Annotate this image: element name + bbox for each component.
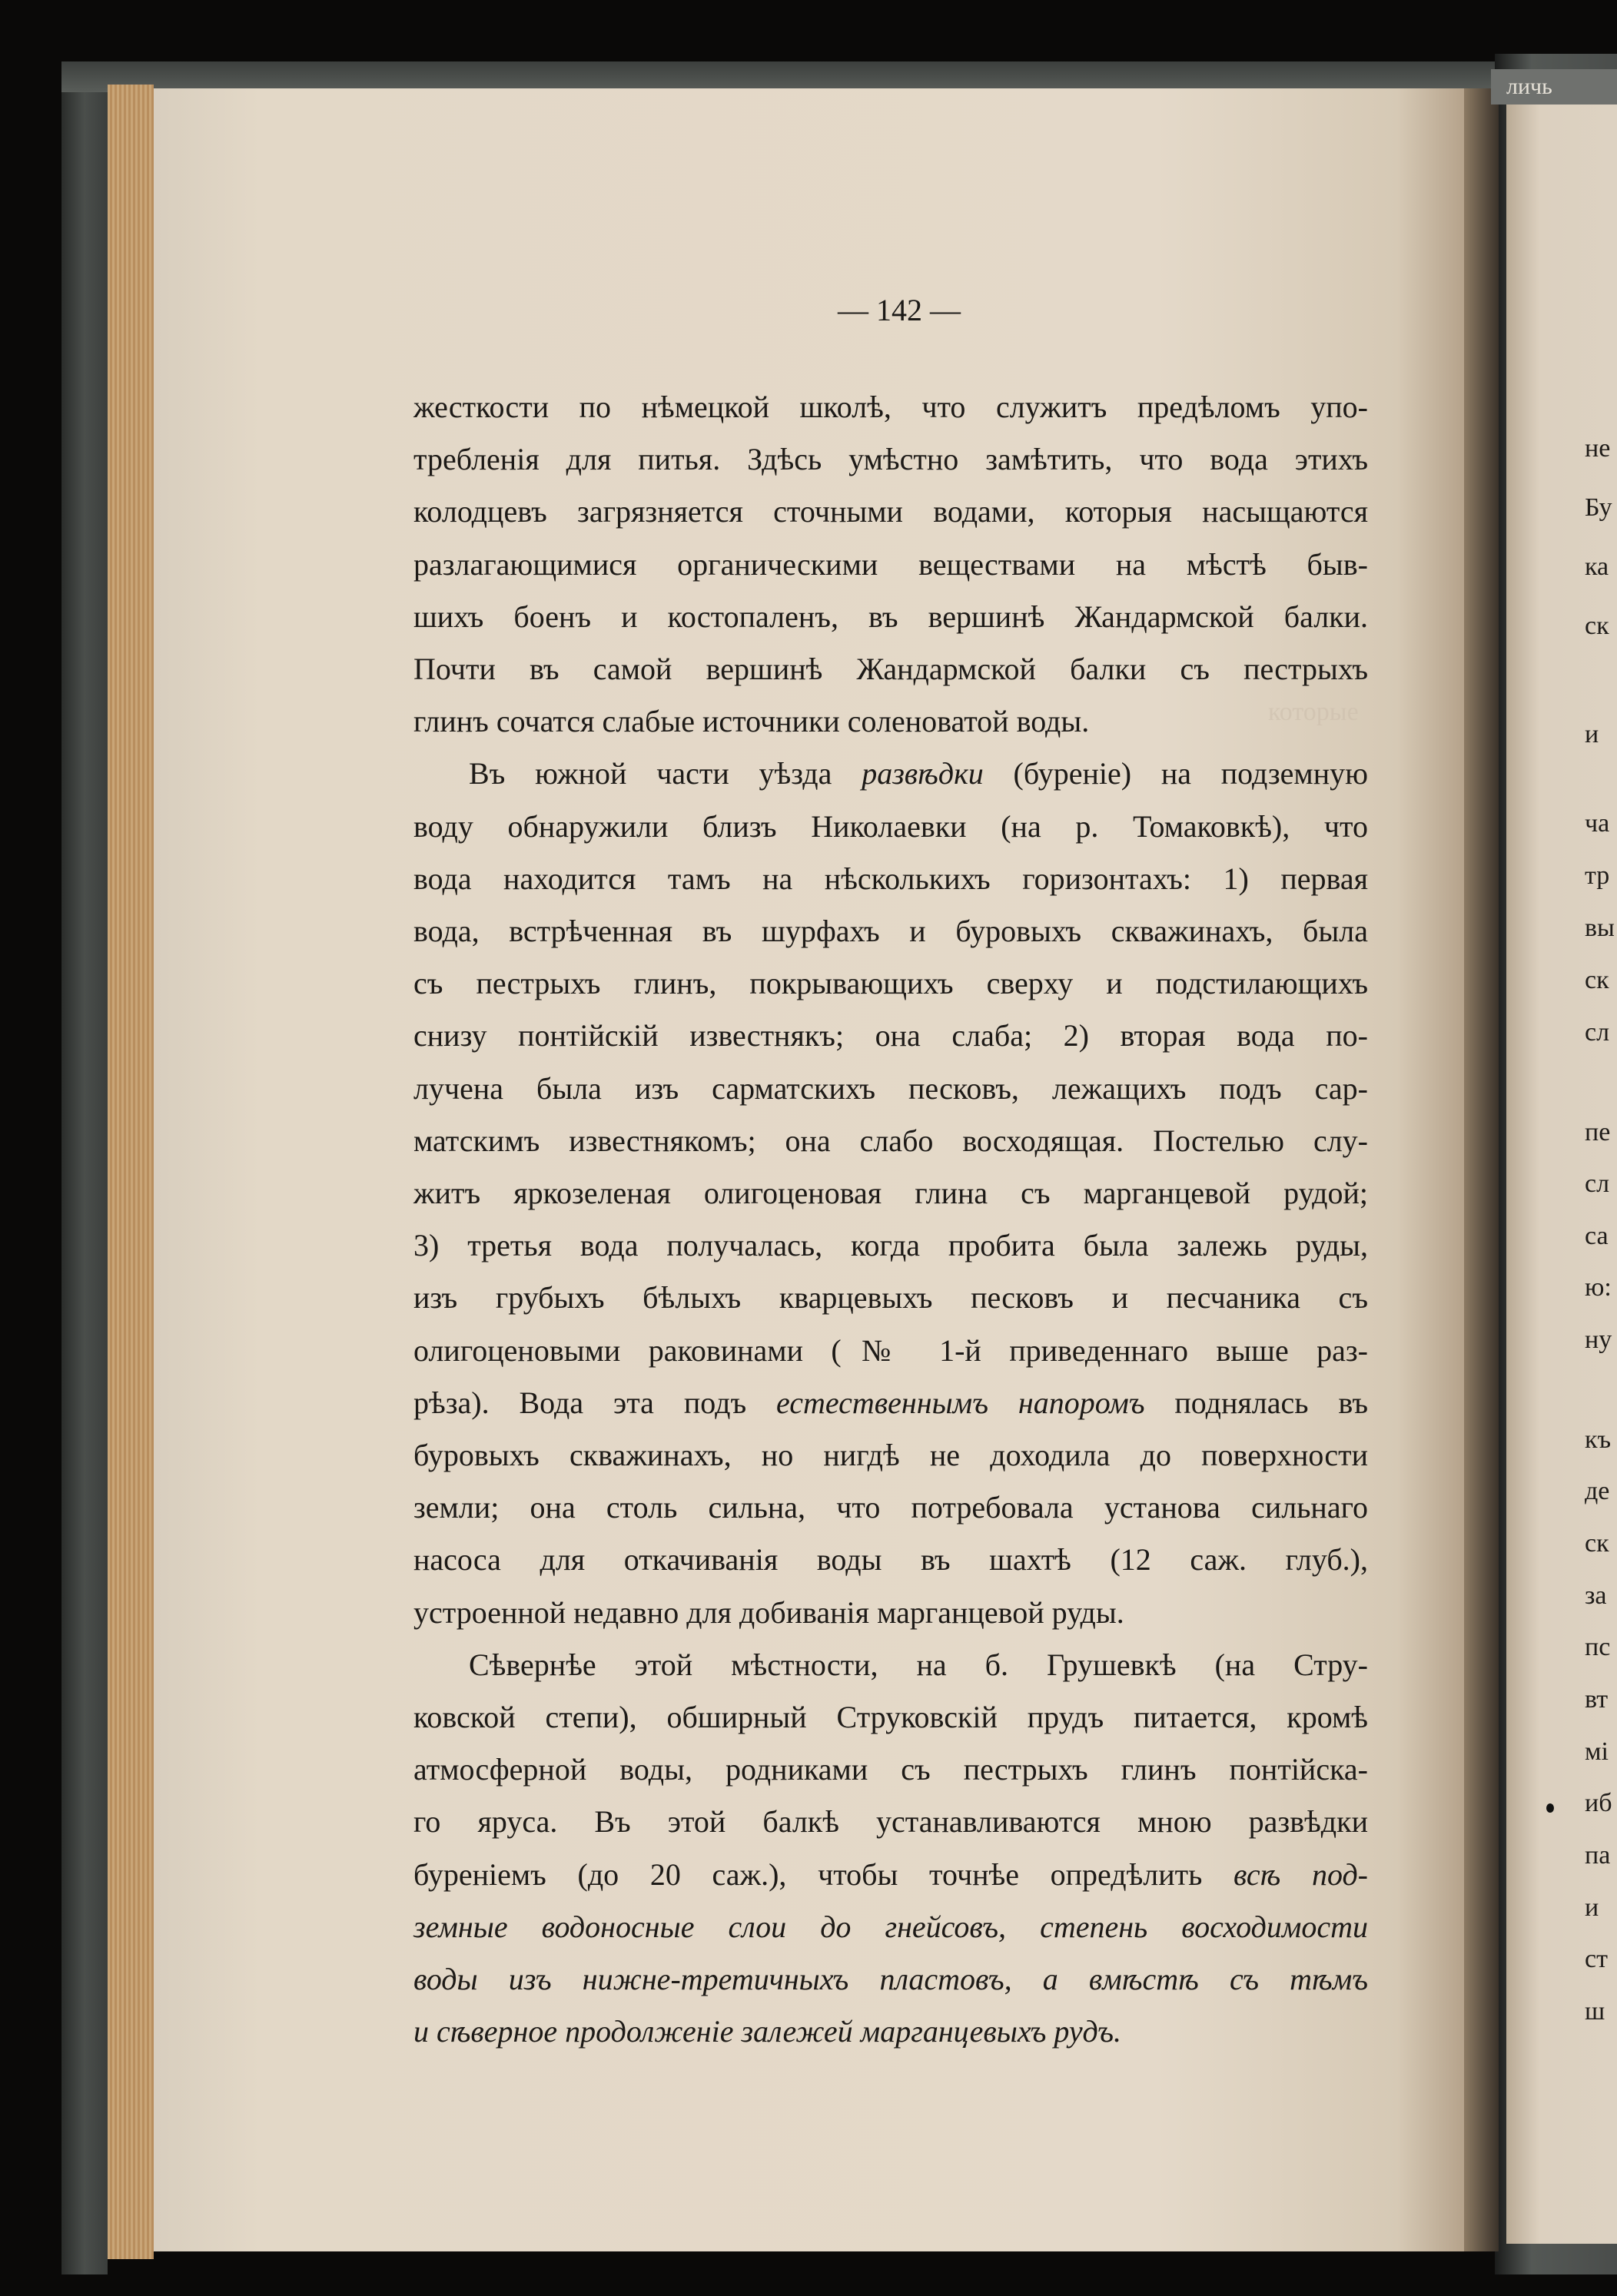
text-line: [413, 1324, 1368, 1378]
text-line: [413, 590, 1368, 644]
text-line: [413, 800, 1368, 854]
next-page-fragment: къ: [1585, 1425, 1612, 1454]
text-segment: буровыхъ скважинахъ, но нигдѣ не доходила до поверхности: [413, 1438, 1368, 1472]
text-segment: атмосферной воды, родниками съ пестрыхъ глинъ понтійска-: [413, 1752, 1368, 1787]
text-line: [413, 485, 1368, 539]
text-segment: съ пестрыхъ глинъ, покрывающихъ сверху и подстилающихъ: [413, 966, 1368, 1001]
text-segment: воду обнаружили близъ Николаевки (на р. Томаковкѣ), что: [413, 808, 1368, 844]
next-page-fragment: за: [1585, 1581, 1607, 1610]
next-page-fragment: ст: [1585, 1945, 1608, 1973]
text-line: [413, 1428, 1368, 1482]
next-page-fragment: са: [1585, 1222, 1609, 1250]
next-page-fragment: и: [1585, 720, 1599, 748]
text-segment: требленія для питья. Здѣсь умѣстно замѣтить, что вода этихъ: [413, 442, 1368, 477]
text-line: [413, 852, 1368, 906]
next-page-fragment: мі: [1585, 1737, 1609, 1766]
next-page-fragment: не: [1585, 434, 1611, 463]
text-line: [413, 1795, 1368, 1849]
text-segment: олигоценовыми раковинами (№ 1-й приведеннаго выше раз-: [413, 1332, 1368, 1368]
text-segment: Сѣвернѣе этой мѣстности, на б. Грушевкѣ (на Стру-: [469, 1647, 1368, 1682]
text-segment: устроенной недавно для добиванія марганцевой руды.: [413, 1594, 1124, 1630]
next-page-fragment: па: [1585, 1841, 1611, 1870]
book-cover-top: [61, 61, 1506, 92]
page-number: — 142 —: [838, 293, 961, 327]
text-line: [413, 1481, 1368, 1535]
text-line: [413, 1219, 1368, 1272]
text-segment: вода, встрѣченная въ шурфахъ и буровыхъ скважинахъ, была: [413, 914, 1368, 948]
ink-spot: [1546, 1803, 1554, 1813]
italic-phrase: развѣдки: [862, 756, 984, 791]
text-line: [413, 380, 1368, 434]
text-segment: снизу понтійскій известнякъ; она слаба; 2) вторая вода по-: [413, 1018, 1368, 1053]
next-page-fragment: ск: [1585, 966, 1609, 994]
text-line: [413, 1848, 1368, 1902]
text-line: [413, 1166, 1368, 1220]
text-line: [413, 1062, 1368, 1116]
next-page-fragment: ск: [1585, 1529, 1609, 1558]
text-segment: шихъ боенъ и костопаленъ, въ вершинѣ Жандармской балки.: [413, 599, 1368, 634]
bleed-through-text: которые: [1268, 698, 1359, 726]
text-line: [413, 747, 1368, 801]
text-segment: поднялась въ: [1144, 1385, 1368, 1420]
text-segment: земли; она столь сильна, что потребовала установа сильнаго: [413, 1490, 1368, 1525]
next-page-fragment: ну: [1585, 1326, 1612, 1354]
next-page-fragment: ю:: [1585, 1273, 1612, 1302]
text-segment: разлагающимися органическими веществами на мѣстѣ быв-: [413, 546, 1368, 582]
body-text: [413, 380, 1368, 2055]
text-line: [413, 538, 1368, 592]
text-segment: буреніемъ (до 20 саж.), чтобы точнѣе опредѣлить: [413, 1856, 1234, 1892]
page-edges: [108, 85, 154, 2259]
text-line: [413, 1690, 1368, 1744]
next-page-fragment: пе: [1585, 1118, 1611, 1146]
text-line: [413, 1271, 1368, 1325]
text-segment: колодцевъ загрязняется сточными водами, которыя насыщаются: [413, 494, 1368, 529]
text-line: [413, 2005, 1368, 2059]
text-line: [413, 1009, 1368, 1063]
text-line: [413, 642, 1368, 696]
text-line: [413, 1586, 1368, 1640]
next-page-fragment: сл: [1585, 1018, 1610, 1047]
book-cover-left: [61, 61, 108, 2274]
text-segment: го яруса. Въ этой балкѣ устанавливаются мною развѣдки: [413, 1804, 1368, 1840]
next-page-fragment: сл: [1585, 1170, 1610, 1198]
text-line: [413, 1376, 1368, 1430]
text-line: [413, 904, 1368, 958]
next-page-fragment: ш: [1585, 1997, 1605, 2026]
next-page-fragment: Бу: [1585, 493, 1612, 522]
text-line: [413, 433, 1368, 486]
text-segment: (буреніе) на подземную: [983, 756, 1368, 791]
next-page-tab: личь: [1491, 69, 1617, 105]
next-page-fragment: вы: [1585, 914, 1615, 942]
text-segment: 3) третья вода получалась, когда пробита была залежь руды,: [413, 1228, 1368, 1263]
text-segment: лучена была изъ сарматскихъ песковъ, лежащихъ подъ сар-: [413, 1070, 1368, 1106]
text-segment: Почти въ самой вершинѣ Жандармской балки съ пестрыхъ: [413, 652, 1368, 686]
next-page-fragment: ча: [1585, 809, 1610, 838]
text-line: [413, 1743, 1368, 1797]
book-gutter: [1464, 88, 1499, 2251]
text-segment: Въ южной части уѣзда: [469, 756, 862, 791]
text-segment: рѣза). Вода эта подъ: [413, 1385, 777, 1420]
next-page-fragment: де: [1585, 1477, 1610, 1505]
next-page-fragment: тр: [1585, 861, 1610, 890]
italic-phrase: и сѣверное продолженіе залежей марганцевыхъ рудъ.: [413, 2014, 1121, 2049]
next-page-fragment: иб: [1585, 1789, 1612, 1817]
italic-phrase: воды изъ нижне-третичныхъ пластовъ, а вмѣстѣ съ тѣмъ: [413, 1962, 1368, 1996]
next-page-fragment: вт: [1585, 1685, 1609, 1714]
italic-phrase: земные водоносные слои до гнейсовъ, степень восходимости: [413, 1909, 1368, 1944]
text-line: [413, 1638, 1368, 1692]
next-page-fragment: ка: [1585, 552, 1609, 581]
text-segment: изъ грубыхъ бѣлыхъ кварцевыхъ песковъ и песчаника съ: [413, 1280, 1368, 1316]
next-page-fragment: пс: [1585, 1633, 1611, 1661]
text-segment: матскимъ известнякомъ; она слабо восходящая. Постелью слу-: [413, 1123, 1368, 1158]
text-line: [413, 695, 1368, 748]
next-page-fragment: ск: [1585, 612, 1609, 640]
text-line: [413, 957, 1368, 1010]
text-line: [413, 1533, 1368, 1587]
text-line: [413, 1953, 1368, 2006]
italic-phrase: всѣ под-: [1234, 1856, 1368, 1892]
italic-phrase: естественнымъ напоромъ: [776, 1385, 1145, 1420]
text-segment: житъ яркозеленая олигоценовая глина съ марганцевой рудой;: [413, 1176, 1368, 1210]
text-line: [413, 1900, 1368, 1954]
text-segment: глинъ сочатся слабые источники соленоватой воды.: [413, 704, 1090, 739]
text-line: [413, 1114, 1368, 1168]
text-segment: ковской степи), обширный Струковскій прудъ питается, кромѣ: [413, 1700, 1368, 1734]
text-segment: насоса для откачиванія воды въ шахтѣ (12 саж. глуб.),: [413, 1542, 1368, 1578]
text-segment: жесткости по нѣмецкой школѣ, что служитъ предѣломъ упо-: [413, 390, 1368, 424]
next-page-fragment: и: [1585, 1893, 1599, 1922]
text-segment: вода находится тамъ на нѣсколькихъ горизонтахъ: 1) первая: [413, 861, 1368, 896]
